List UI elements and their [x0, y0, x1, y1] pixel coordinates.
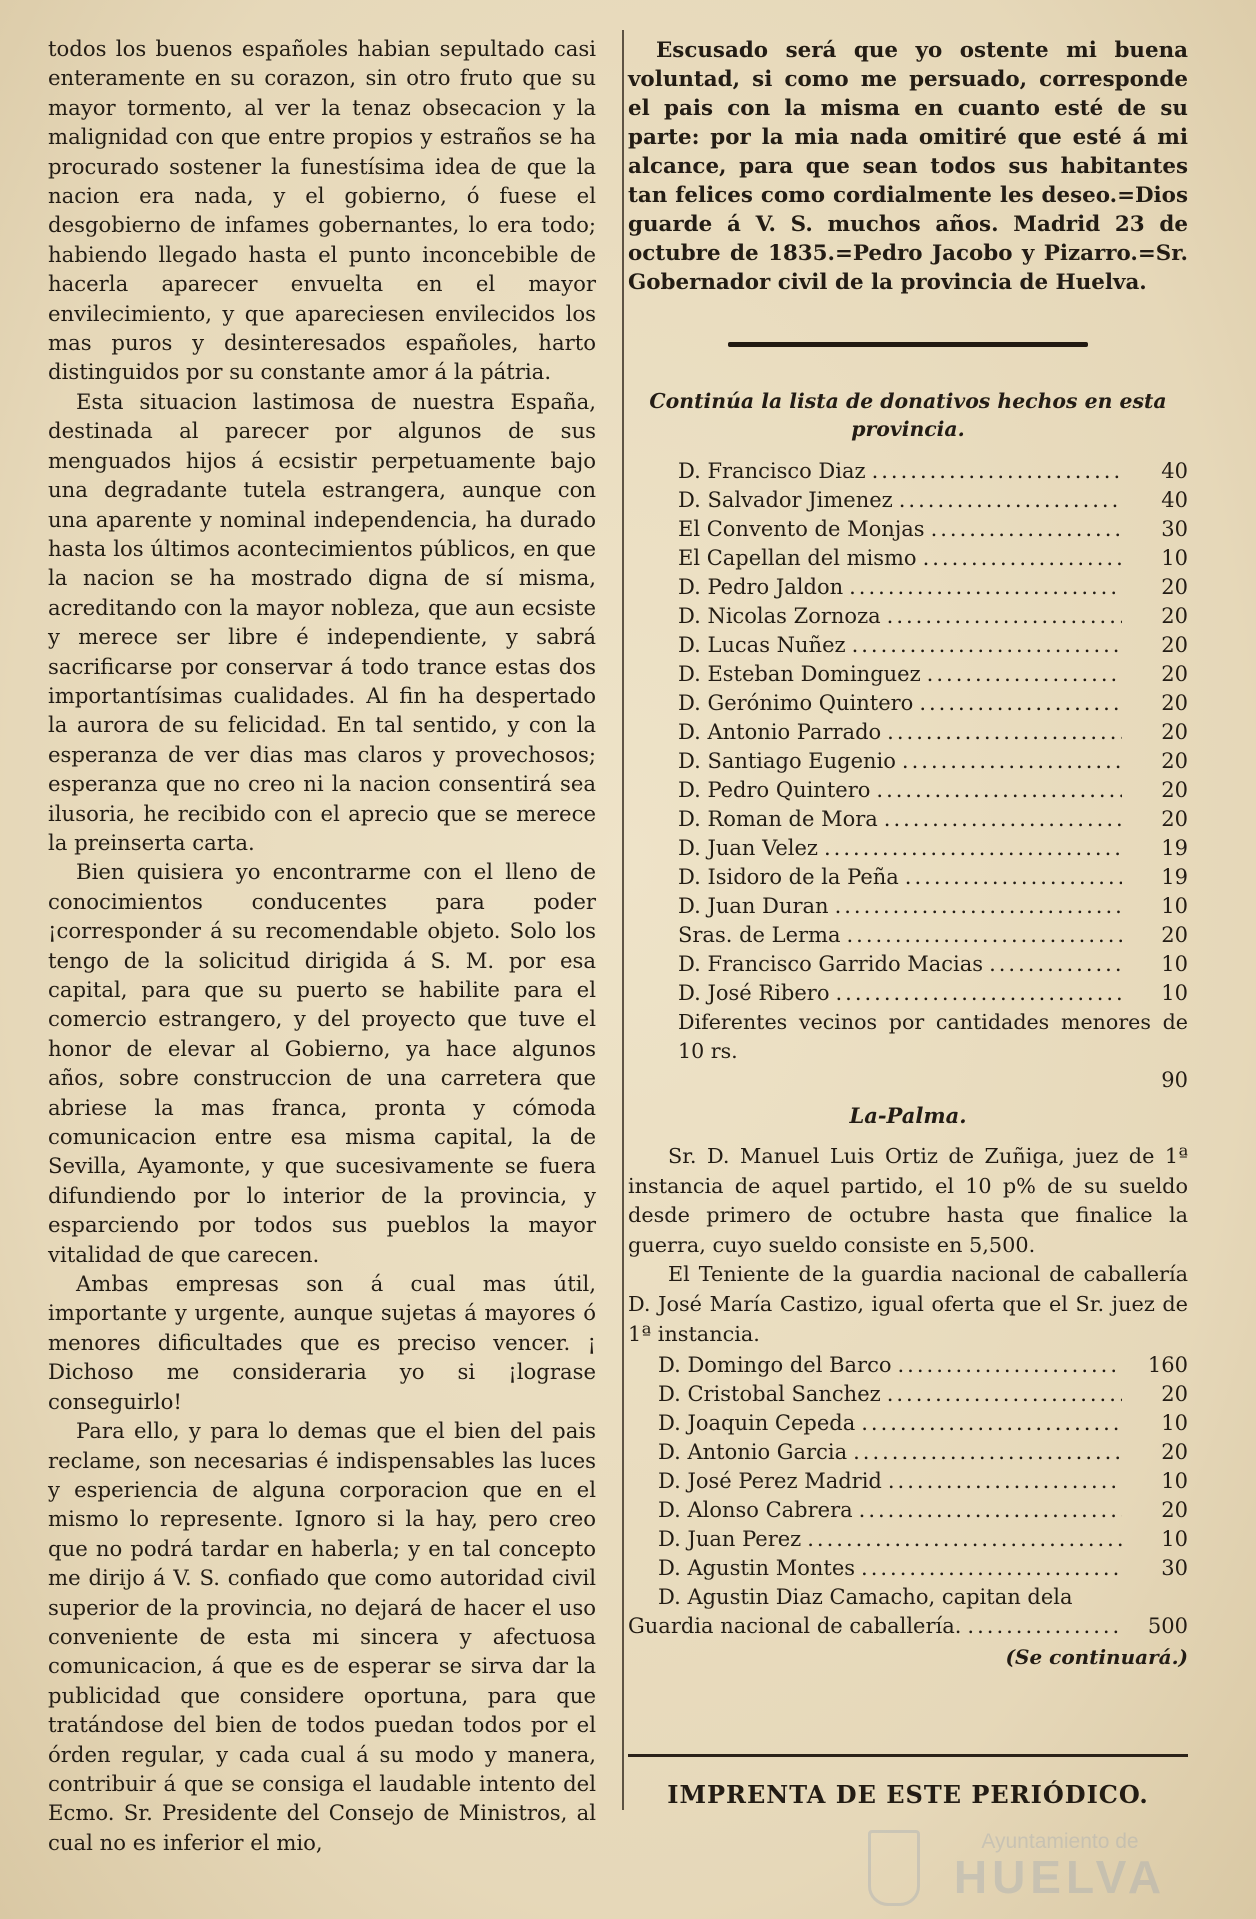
donor-name: D. Roman de Mora [678, 807, 878, 831]
donation-amount: 20 [1161, 923, 1188, 947]
donation-amount: 20 [1161, 1382, 1188, 1407]
last-donor-line-2: Guardia nacional de caballería. [628, 1614, 962, 1639]
donor-name: D. Francisco Garrido Macias [678, 952, 984, 976]
donation-row [678, 950, 1188, 979]
donation-amount: 10 [1161, 894, 1188, 918]
donation-row [678, 834, 1188, 863]
donor-name: D. Lucas Nuñez [678, 633, 846, 657]
donation-row [678, 805, 1188, 834]
donation-amount: 20 [1161, 691, 1188, 715]
donation-amount: 19 [1161, 836, 1188, 860]
donor-name: El Capellan del mismo [678, 546, 917, 570]
donation-amount: 20 [1161, 575, 1188, 599]
donation-row [658, 1496, 1188, 1525]
city-crest-icon [868, 1830, 920, 1906]
column-divider [622, 30, 624, 1810]
donor-name: D. Gerónimo Quintero [678, 691, 914, 715]
donation-row [678, 979, 1188, 1008]
donor-name: El Convento de Monjas [678, 517, 925, 541]
right-column [628, 36, 1188, 1669]
donation-amount: 10 [1161, 952, 1188, 976]
judge-paragraph: Sr. D. Manuel Luis Ortiz de Zuñiga, juez de 1ª instancia de aquel partido, el 10 p% de su sueldo desde primero de octubre hasta que finalice la guerra, cuyo sueldo consiste en 5,500. [628, 1144, 1188, 1257]
donation-row [678, 921, 1188, 950]
donation-row [658, 1438, 1188, 1467]
donations-list [628, 457, 1188, 1008]
donor-name: D. Agustin Montes [658, 1556, 856, 1581]
donor-name: D. Domingo del Barco [658, 1353, 892, 1378]
donation-amount: 10 [1161, 546, 1188, 570]
left-paragraph-1: todos los buenos españoles habian sepultado casi enteramente en su corazon, sin otro fruto que su mayor tormento, al ver la tenaz obsecacion y la malignidad con que entre propios y estraños se ha procurado sostener la funestísima idea de que la nacion era nada, y el gobierno, ó fuese el desgobierno de infames gobernantes, lo era todo; habiendo llegado hasta el punto inconcebible de hacerla aparecer envuelta en el mayor envilecimiento, y que apareciesen envilecidos los mas puros y desinteresados españoles, harto distinguidos por su constante amor á la pátria. [48, 36, 596, 385]
donor-name: D. Cristobal Sanchez [658, 1382, 881, 1407]
donation-amount: 10 [1161, 1411, 1188, 1436]
donation-amount: 30 [1161, 517, 1188, 541]
various-donors-note: Diferentes vecinos por cantidades menores de 10 rs. [678, 1010, 1188, 1063]
donation-amount: 40 [1161, 459, 1188, 483]
donor-name: D. Antonio Garcia [658, 1440, 848, 1465]
continues-note: (Se continuará.) [1005, 1645, 1188, 1670]
donor-name: D. Esteban Dominguez [678, 662, 921, 686]
left-paragraph-3: Bien quisiera yo encontrarme con el lleno de conocimientos conducentes para poder ¡corresponder á su recomendable objeto. Solo los tengo de la solicitud dirigida á S. M. por esa capital, para que su puerto se habilite para el comercio estrangero, y del proyecto que tuve el honor de elevar al Gobierno, ya hace algunos años, sobre construccion de una carretera que abriese la mas franca, pronta y cómoda comunicacion entre esa misma capital, la de Sevilla, Ayamonte, y que sucesivamente se fuera difundiendo por lo interior de la provincia, y esparciendo por todos sus pueblos la mayor vitalidad de que carecen. [48, 859, 596, 1267]
donation-row [678, 863, 1188, 892]
letter-closing: Escusado será que yo ostente mi buena voluntad, si como me persuado, corresponde el pais con la misma en cuanto esté de su parte: por la mia nada omitiré que esté á mi alcance, para que sean todos sus habitantes tan felices como cordialmente les deseo.=Dios guarde á V. S. muchos años. Madrid 23 de octubre de 1835.=Pedro Jacobo y Pizarro.=Sr. Gobernador civil de la provincia de Huelva. [628, 38, 1188, 295]
donation-amount: 20 [1161, 720, 1188, 744]
donation-row [658, 1554, 1188, 1583]
donation-row [678, 486, 1188, 515]
donation-row [678, 457, 1188, 486]
donor-name: D. Nicolas Zornoza [678, 604, 881, 628]
donor-name: D. Juan Perez [658, 1527, 802, 1552]
imprint-line: IMPRENTA DE ESTE PERIÓDICO. [667, 1780, 1149, 1809]
last-donor-row [628, 1612, 1188, 1641]
various-donors-amount: 90 [1161, 1068, 1188, 1092]
donation-row [658, 1525, 1188, 1554]
donation-amount: 20 [1161, 1440, 1188, 1465]
donation-amount: 20 [1161, 749, 1188, 773]
donation-amount: 20 [1161, 662, 1188, 686]
donation-row [678, 747, 1188, 776]
donation-row [678, 573, 1188, 602]
donation-row [678, 776, 1188, 805]
lieutenant-paragraph: El Teniente de la guardia nacional de caballería D. José María Castizo, igual oferta que el Sr. juez de 1ª instancia. [628, 1262, 1188, 1346]
donation-row [678, 718, 1188, 747]
donation-row [678, 689, 1188, 718]
donation-row [678, 515, 1188, 544]
donor-name: D. Salvador Jimenez [678, 488, 893, 512]
donation-row [658, 1351, 1188, 1380]
footer-rule [628, 1754, 1188, 1757]
donation-amount: 20 [1161, 604, 1188, 628]
donation-row [678, 660, 1188, 689]
donor-name: D. Pedro Quintero [678, 778, 871, 802]
section-rule [728, 342, 1088, 347]
donations-list-palma [628, 1351, 1188, 1583]
donation-row [658, 1409, 1188, 1438]
left-paragraph-4: Ambas empresas son á cual mas útil, importante y urgente, aunque sujetas á mayores ó menores dificultades que es preciso vencer. ¡ Dichoso me consideraria yo si ¡lograse conseguirlo! [48, 1271, 596, 1414]
donation-row [678, 544, 1188, 573]
archive-watermark [870, 1830, 1250, 1910]
donor-name: D. Francisco Diaz [678, 459, 866, 483]
donor-name: D. Isidoro de la Peña [678, 865, 899, 889]
left-paragraph-5: Para ello, y para lo demas que el bien del pais reclame, son necesarias é indispensables las luces y esperiencia de alguna corporacion que en el mismo lo represente. Ignoro si la hay, pero creo que no podrá tardar en haberla; y en tal concepto me dirijo á V. S. confiado que como autoridad civil superior de la provincia, no dejará de hacer el uso conveniente de esta mi sincera y afectuosa comunicacion, á que es de esperar se sirva dar la publicidad que considere oportuna, para que tratándose del bien de todos puedan todos por el órden regular, y cada cual á su modo y manera, contribuir á que se consiga el laudable intento del Ecmo. Sr. Presidente del Consejo de Ministros, al cual no es inferior el mio, [48, 1418, 596, 1855]
last-donor-line-1: D. Agustin Diaz Camacho, capitan dela [658, 1585, 1073, 1610]
donation-amount: 19 [1161, 865, 1188, 889]
donor-name: D. José Perez Madrid [658, 1469, 882, 1494]
donation-row [658, 1380, 1188, 1409]
donor-name: D. Juan Duran [678, 894, 829, 918]
donation-amount: 20 [1161, 807, 1188, 831]
donation-row [678, 602, 1188, 631]
donor-name: D. José Ribero [678, 981, 830, 1005]
place-heading: La-Palma. [849, 1103, 967, 1128]
donation-amount: 10 [1161, 1527, 1188, 1552]
donation-row [678, 892, 1188, 921]
donation-amount: 20 [1161, 778, 1188, 802]
donation-amount: 40 [1161, 488, 1188, 512]
donor-name: D. Juan Velez [678, 836, 818, 860]
donor-name: D. Alonso Cabrera [658, 1498, 853, 1523]
watermark-title: HUELVA [953, 1851, 1167, 1903]
donation-row [678, 631, 1188, 660]
donation-amount: 20 [1161, 1498, 1188, 1523]
donation-amount: 20 [1161, 633, 1188, 657]
various-donors-total [628, 1066, 1188, 1095]
donation-amount: 160 [1147, 1353, 1188, 1378]
donor-name: D. Pedro Jaldon [678, 575, 844, 599]
donation-amount: 30 [1161, 1556, 1188, 1581]
donor-name: D. Antonio Parrado [678, 720, 882, 744]
last-donor-amount: 500 [1147, 1614, 1188, 1639]
donation-amount: 10 [1161, 981, 1188, 1005]
watermark-subtitle: Ayuntamiento de [981, 1830, 1139, 1853]
donation-row [658, 1467, 1188, 1496]
donor-name: D. Santiago Eugenio [678, 749, 896, 773]
donor-name: Sras. de Lerma [678, 923, 841, 947]
donations-title: Continúa la lista de donativos hechos en esta provincia. [649, 389, 1167, 441]
donation-amount: 10 [1161, 1469, 1188, 1494]
left-column [48, 34, 596, 1857]
donor-name: D. Joaquin Cepeda [658, 1411, 856, 1436]
left-paragraph-2: Esta situacion lastimosa de nuestra España, destinada al parecer por algunos de sus menguados hijos á ecsistir perpetuamente bajo una degradante tutela estrangera, aunque con una aparente y nominal independencia, ha durado hasta los últimos acontecimientos públicos, en que la nacion se ha mostrado digna de sí misma, acreditando con la mayor nobleza, que aun ecsiste y merece ser libre é independiente, y sabrá sacrificarse por conservar á todo trance estas dos importantísimas cualidades. Al fin ha despertado la aurora de su felicidad. En tal sentido, y con la esperanza de ver dias mas claros y provechosos; esperanza que no creo ni la nacion consentirá sea ilusoria, he recibido con el aprecio que se merece la preinserta carta. [48, 388, 596, 855]
